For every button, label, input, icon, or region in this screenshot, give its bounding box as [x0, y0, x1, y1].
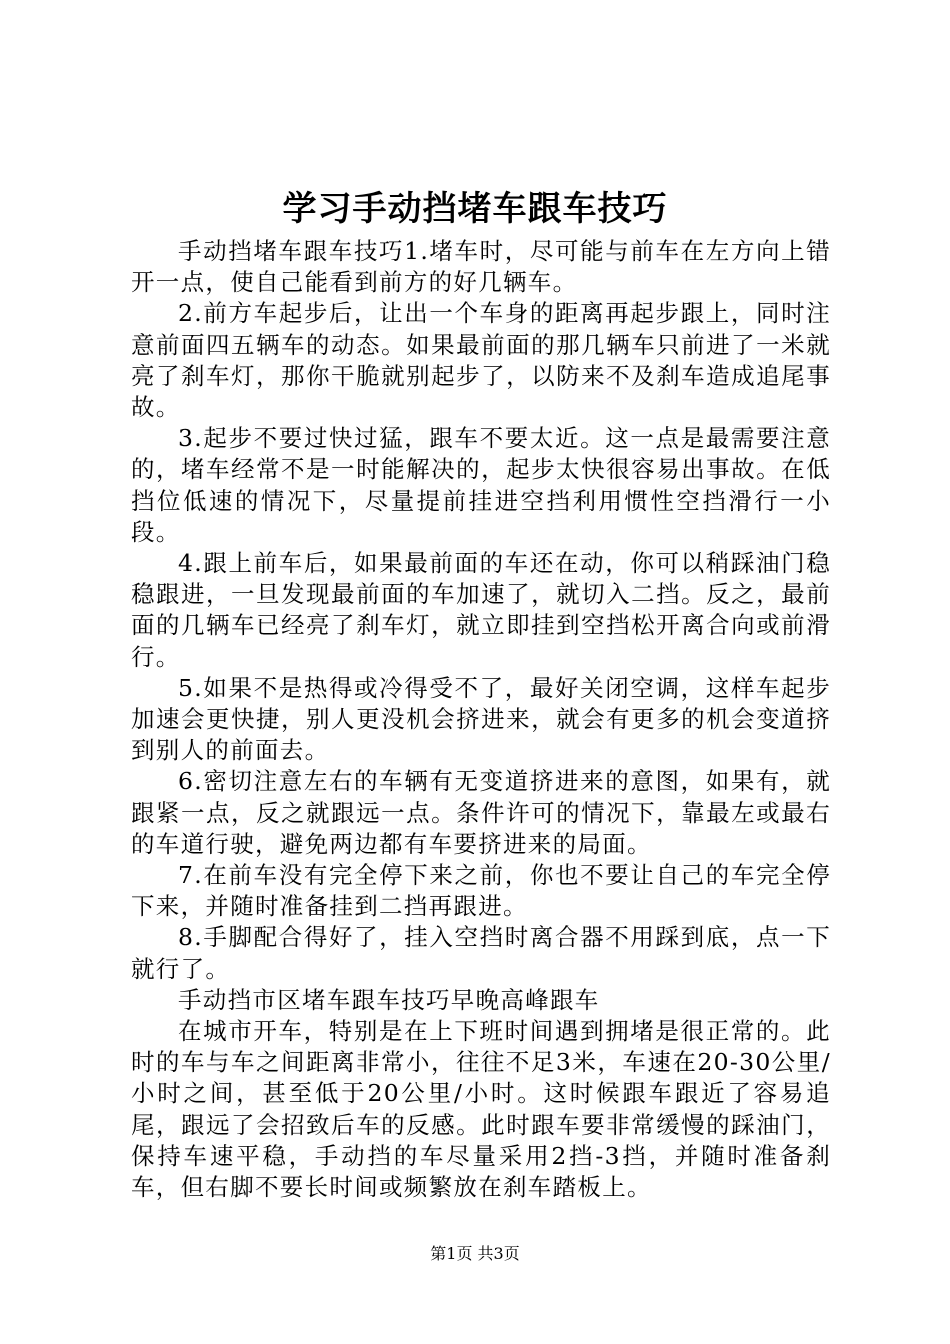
paragraph: 手动挡堵车跟车技巧1.堵车时，尽可能与前车在左方向上错开一点，使自己能看到前方的好几辆车。	[131, 237, 831, 297]
paragraph: 4.跟上前车后，如果最前面的车还在动，你可以稍踩油门稳稳跟进，一旦发现最前面的车加速了，就切入二挡。反之，最前面的几辆车已经亮了刹车灯，就立即挂到空挡松开离合向或前滑行。	[131, 549, 831, 671]
paragraph: 6.密切注意左右的车辆有无变道挤进来的意图，如果有，就跟紧一点，反之就跟远一点。条件许可的情况下，靠最左或最右的车道行驶，避免两边都有车要挤进来的局面。	[131, 767, 831, 858]
paragraph: 在城市开车，特别是在上下班时间遇到拥堵是很正常的。此时的车与车之间距离非常小，往往不足3米，车速在20-30公里/小时之间，甚至低于20公里/小时。这时候跟车跟近了容易追尾，跟远了会招致后车的反感。此时跟车要非常缓慢的踩油门，保持车速平稳，手动挡的车尽量采用2挡-3挡，并随时准备刹车，但右脚不要长时间或频繁放在刹车踏板上。	[131, 1017, 831, 1202]
section-heading: 手动挡市区堵车跟车技巧早晚高峰跟车	[178, 985, 600, 1014]
paragraph: 7.在前车没有完全停下来之前，你也不要让自己的车完全停下来，并随时准备挂到二挡再跟进。	[131, 861, 831, 921]
paragraph: 8.手脚配合得好了，挂入空挡时离合器不用踩到底，点一下就行了。	[131, 923, 831, 983]
document-body	[131, 236, 831, 1203]
paragraph: 5.如果不是热得或冷得受不了，最好关闭空调，这样车起步加速会更快捷，别人更没机会挤进来，就会有更多的机会变道挤到别人的前面去。	[131, 673, 831, 765]
paragraph: 2.前方车起步后，让出一个车身的距离再起步跟上，同时注意前面四五辆车的动态。如果最前面的那几辆车只前进了一米就亮了刹车灯，那你干脆就别起步了，以防来不及刹车造成追尾事故。	[131, 299, 831, 422]
document-title: 学习手动挡堵车跟车技巧	[282, 189, 668, 229]
page-footer: 第1页 共3页	[430, 1244, 520, 1263]
paragraph: 3.起步不要过快过猛，跟车不要太近。这一点是最需要注意的，堵车经常不是一时能解决的，起步太快很容易出事故。在低挡位低速的情况下，尽量提前挂进空挡利用惯性空挡滑行一小段。	[131, 424, 831, 546]
